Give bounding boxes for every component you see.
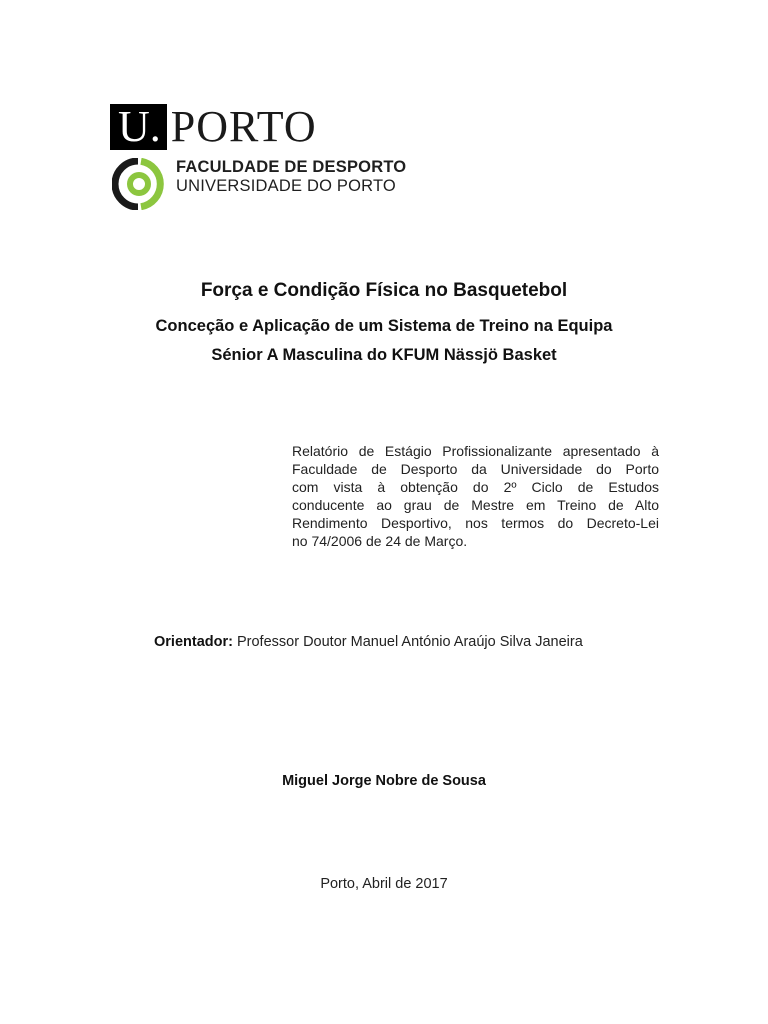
thesis-title: Força e Condição Física no Basquetebol	[200, 280, 568, 301]
fade-ring-icon	[112, 158, 164, 210]
uporto-logo-porto: PORTO	[170, 102, 317, 151]
report-line-1: Relatório de Estágio Profissionalizante apresentado à	[292, 443, 659, 459]
faculty-logo	[112, 156, 407, 210]
uporto-logo-u: U.	[110, 104, 167, 150]
report-line-4: conducente ao grau de Mestre em Treino de Alto	[292, 497, 659, 513]
supervisor-name: Professor Doutor Manuel António Araújo Silva Janeira	[236, 634, 583, 650]
report-line-5: Rendimento Desportivo, nos termos do Decreto-Lei	[292, 515, 659, 531]
university-name: UNIVERSIDADE DO PORTO	[176, 177, 396, 195]
author-name: Miguel Jorge Nobre de Sousa	[282, 773, 486, 789]
thesis-subtitle-line-1: Conceção e Aplicação de um Sistema de Treino na Equipa	[155, 317, 613, 335]
supervisor-line	[154, 634, 583, 650]
faculty-name: FACULDADE DE DESPORTO	[176, 158, 407, 176]
thesis-subtitle-line-2: Sénior A Masculina do KFUM Nässjö Basket	[211, 346, 557, 364]
uporto-logo	[110, 104, 317, 150]
place-date: Porto, Abril de 2017	[320, 876, 448, 892]
supervisor-label: Orientador:	[154, 634, 233, 650]
report-line-6: no 74/2006 de 24 de Março.	[292, 533, 468, 549]
report-line-2: Faculdade de Desporto da Universidade do Porto	[292, 461, 659, 477]
report-description	[292, 442, 659, 550]
report-line-3: com vista à obtenção do 2º Ciclo de Estudos	[292, 479, 659, 495]
